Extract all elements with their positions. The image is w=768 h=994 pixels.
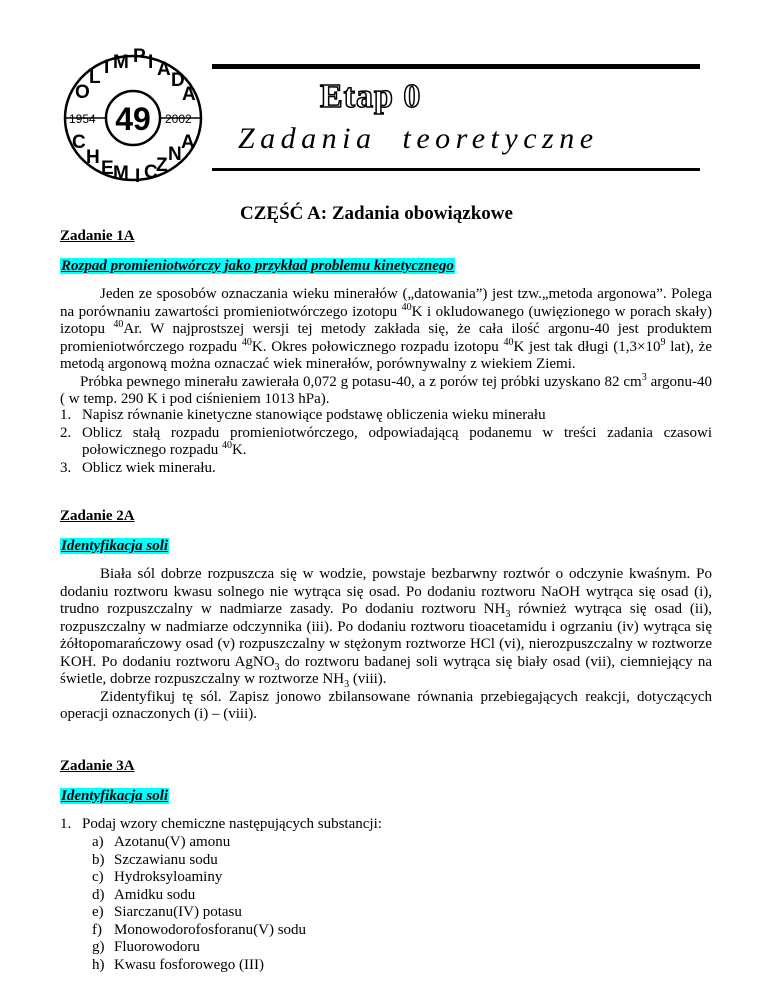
task3-heading: Zadanie 3A xyxy=(60,758,135,774)
olympiad-logo xyxy=(58,48,208,188)
task1-question-2: 2. Oblicz stałą rozpadu promieniotwórczego, odpowiadającą podanemu w treści zadania czasowi połowicznego rozpadu $^{40}$K. xyxy=(60,424,712,458)
task2-body xyxy=(60,566,712,724)
logo-letter: E xyxy=(101,158,114,179)
list-item: h) Kwasu fosforowego (III) xyxy=(92,956,264,973)
logo-number: 49 xyxy=(115,101,151,137)
task2-topic: Identyfikacja soli xyxy=(61,538,169,554)
list-item: c) Hydroksyloaminy xyxy=(92,869,223,885)
task1-body xyxy=(60,286,712,409)
task1-paragraph-1: Jeden ze sposobów oznaczania wieku minerałów („datowania”) jest tzw.„metoda argonowa”. Polega na porównaniu zawartości promieniotwórczego izotopu $^{40}$K i okludowanego (uwięzionego w porach skały) izotopu $^{40}$Ar. W najprostszej wersji tej metody zakłada się, że cała ilość argonu-40 jest produktem promieniotwórczego rozpadu $^{40}$K. Okres połowicznego rozpadu izotopu $^{40}$K jest tak długi ($1,3\times 10^9$ lat), że metodą argonową można oznaczać wiek minerałów, porównywalny z wiekiem Ziemi. xyxy=(60,286,712,372)
task3-topic-wrap xyxy=(60,787,169,805)
stage-title: Etap 0 xyxy=(320,78,422,115)
logo-letter: H xyxy=(86,147,100,168)
logo-letter: O xyxy=(75,82,90,103)
logo-letter: A xyxy=(181,132,195,153)
logo-letter: I xyxy=(148,52,154,73)
task1-questions xyxy=(60,407,712,477)
logo-letter: D xyxy=(171,70,185,91)
logo-year-start: 1954 xyxy=(69,112,96,126)
task3-questions xyxy=(60,816,712,834)
task1-question-1: 1. Napisz równanie kinetyczne stanowiące podstawę obliczenia wieku minerału xyxy=(60,407,546,423)
logo-letter: N xyxy=(168,144,182,165)
header-rule-bottom xyxy=(212,168,700,171)
logo-letter: A xyxy=(182,84,196,105)
list-item: b) Szczawianu sodu xyxy=(92,851,218,868)
task1-topic: Rozpad promieniotwórczy jako przykład problemu kinetycznego xyxy=(61,258,454,274)
task2-heading: Zadanie 2A xyxy=(60,508,135,524)
logo-letter: Z xyxy=(156,155,168,176)
list-item: d) Amidku sodu xyxy=(92,886,196,903)
logo-letter: P xyxy=(133,48,146,67)
header-rule-top xyxy=(212,64,700,69)
task3-question-1: 1. Podaj wzory chemiczne następujących substancji: xyxy=(60,816,382,832)
logo-letter: I xyxy=(104,57,110,78)
logo-letter: L xyxy=(89,67,101,88)
task1-heading: Zadanie 1A xyxy=(60,228,135,244)
logo-letter: C xyxy=(144,162,158,183)
task1-question-3: 3. Oblicz wiek minerału. xyxy=(60,459,216,476)
task3-topic: Identyfikacja soli xyxy=(61,788,169,804)
logo-letter: A xyxy=(157,59,171,80)
task1-topic-wrap xyxy=(60,257,455,275)
logo-year-end: 2002 xyxy=(165,112,192,126)
task2-paragraph-2: Zidentyfikuj tę sól. Zapisz jonowo zbilansowane równania przebiegających reakcji, dotyczących operacji oznaczonych (i) – (viii). xyxy=(60,688,712,722)
task1-paragraph-2: Próbka pewnego minerału zawierała 0,072 g potasu-40, a z porów tej próbki uzyskano 82 $cm^3$ argonu-40 ( w temp. 290 K i pod ciśnieniem 1013 hPa). xyxy=(60,371,712,407)
list-item: e) Siarczanu(IV) potasu xyxy=(92,904,242,920)
task2-paragraph-1: Biała sól dobrze rozpuszcza się w wodzie, powstaje bezbarwny roztwór o odczynie kwaśnym. Po dodaniu roztworu kwasu solnego nie wytrąca się osad. Po dodaniu roztworu NaOH wytrąca się osad (i), trudno rozpuszczalny w nadmiarze zasady. Po dodaniu roztworu $NH_3$ również wytrąca się osad (ii), rozpuszczalny w nadmiarze odczynnika (iii). Po dodaniu roztworu tioacetamidu i ogrzaniu (iv) wytrąca się żółtopomarańczowy osad (v) rozpuszczalny w stężonym roztworze HCl (vi), nierozpuszczalny w roztworze KOH. Po dodaniu roztworu AgNO$_3$ do roztworu badanej soli wytrąca się biały osad (vii), ciemniejący na świetle, dobrze rozpuszczalny w roztworze $NH_3$ (viii). xyxy=(60,566,713,690)
task3-substance-list xyxy=(60,834,306,974)
part-title: CZĘŚĆ A: Zadania obowiązkowe xyxy=(240,203,513,224)
logo-letter: M xyxy=(113,52,129,73)
page-subtitle: Zadania teoretyczne xyxy=(238,122,599,155)
logo-letter: I xyxy=(135,166,141,187)
list-item: f) Monowodorofosforanu(V) sodu xyxy=(92,921,307,938)
list-item: g) Fluorowodoru xyxy=(92,939,200,955)
logo-letter: C xyxy=(72,132,86,153)
logo-letter: M xyxy=(113,163,129,184)
task2-topic-wrap xyxy=(60,537,169,555)
list-item: a) Azotanu(V) amonu xyxy=(92,834,231,850)
